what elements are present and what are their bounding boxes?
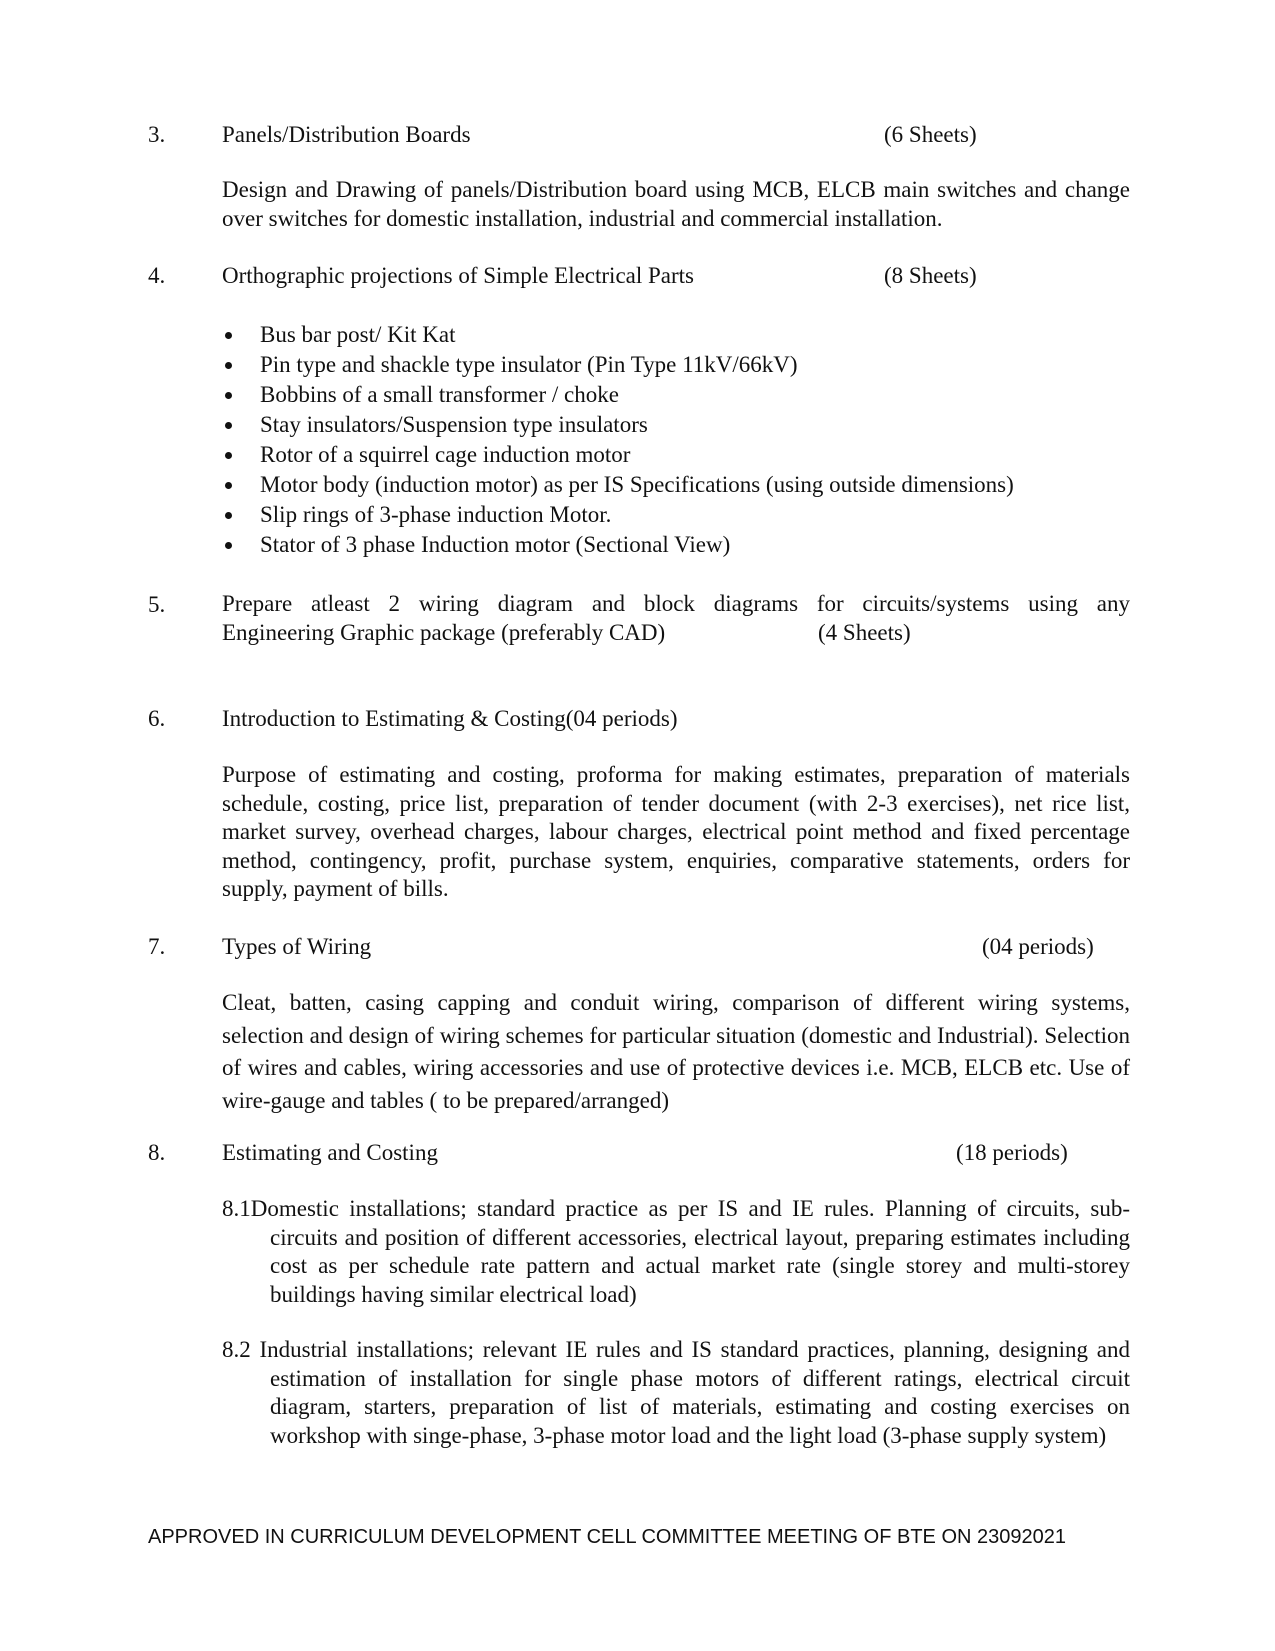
list-item (222, 350, 1014, 380)
bullet-text: Bus bar post/ Kit Kat (260, 322, 456, 347)
bullet-icon (225, 422, 232, 429)
section-3-sheets: (6 Sheets) (884, 122, 977, 147)
section-5-title-line1: Prepare atleast 2 wiring diagram and block diagrams for circuits/systems using any (222, 591, 1130, 616)
section-3-title: Panels/Distribution Boards (222, 122, 471, 147)
bullet-text: Stator of 3 phase Induction motor (Sectional View) (260, 532, 731, 557)
subsection-8-2: 8.2 Industrial installations; relevant IE rules and IS standard practices, planning, designing and estimation of installation for single phase motors of different ratings, electrical circuit diagram, starters, preparation of list of materials, estimating and costing exercises on workshop with singe-phase, 3-phase motor load and the light load (3-phase supply system) (222, 1337, 1130, 1448)
bullet-icon (225, 332, 232, 339)
section-6-number: 6. (148, 706, 166, 731)
list-item (222, 380, 1014, 410)
section-6-title: Introduction to Estimating & Costing(04 periods) (222, 706, 678, 731)
bullet-text: Rotor of a squirrel cage induction motor (260, 442, 631, 467)
section-7-body: Cleat, batten, casing capping and conduit wiring, comparison of different wiring systems, selection and design of wiring schemes for particular situation (domestic and Industrial). Selection of wires and cables, wiring accessories and use of protective devices i.e. MCB, ELCB etc. Use of wire-gauge and tables ( to be prepared/arranged) (222, 990, 1130, 1113)
section-5-sheets: (4 Sheets) (818, 620, 911, 645)
section-5-number: 5. (148, 592, 166, 617)
bullet-icon (225, 542, 232, 549)
bullet-icon (225, 482, 232, 489)
bullet-text: Bobbins of a small transformer / choke (260, 382, 619, 407)
section-7-title: Types of Wiring (222, 934, 372, 959)
list-item (222, 500, 1014, 530)
bullet-icon (225, 362, 232, 369)
bullet-text: Slip rings of 3-phase induction Motor. (260, 502, 612, 527)
section-4-title: Orthographic projections of Simple Electrical Parts (222, 263, 695, 288)
list-item (222, 470, 1014, 500)
list-item (222, 440, 1014, 470)
section-3-body: Design and Drawing of panels/Distribution board using MCB, ELCB main switches and change over switches for domestic installation, industrial and commercial installation. (222, 177, 1130, 231)
section-8-number: 8. (148, 1140, 166, 1165)
subsection-8-1: 8.1Domestic installations; standard practice as per IS and IE rules. Planning of circuits, sub-circuits and position of different accessories, electrical layout, preparing estimates including cost as per schedule rate pattern and actual market rate (single storey and multi-storey buildings having similar electrical load) (222, 1196, 1130, 1307)
section-5-title-line2: Engineering Graphic package (preferably CAD) (222, 620, 666, 645)
section-6-body: Purpose of estimating and costing, proforma for making estimates, preparation of materials schedule, costing, price list, preparation of tender document (with 2-3 exercises), net rice list, market survey, overhead charges, labour charges, electrical point method and fixed percentage method, contingency, profit, purchase system, enquiries, comparative statements, orders for supply, payment of bills. (222, 762, 1130, 901)
page-footer: APPROVED IN CURRICULUM DEVELOPMENT CELL COMMITTEE MEETING OF BTE ON 23092021 (148, 1526, 1066, 1548)
bullet-icon (225, 452, 232, 459)
bullet-text: Motor body (induction motor) as per IS Specifications (using outside dimensions) (260, 472, 1014, 497)
bullet-icon (225, 512, 232, 519)
section-7-number: 7. (148, 934, 166, 959)
bullet-icon (225, 392, 232, 399)
list-item (222, 530, 1014, 560)
bullet-text: Pin type and shackle type insulator (Pin Type 11kV/66kV) (260, 352, 798, 377)
section-8-title: Estimating and Costing (222, 1140, 438, 1165)
section-3-number: 3. (148, 122, 166, 147)
list-item (222, 320, 1014, 350)
section-8-periods: (18 periods) (956, 1140, 1068, 1165)
bullet-text: Stay insulators/Suspension type insulators (260, 412, 648, 437)
section-4-bullet-list (222, 320, 1014, 560)
section-7-periods: (04 periods) (982, 934, 1094, 959)
section-4-sheets: (8 Sheets) (884, 263, 977, 288)
section-4-number: 4. (148, 263, 166, 288)
list-item (222, 410, 1014, 440)
